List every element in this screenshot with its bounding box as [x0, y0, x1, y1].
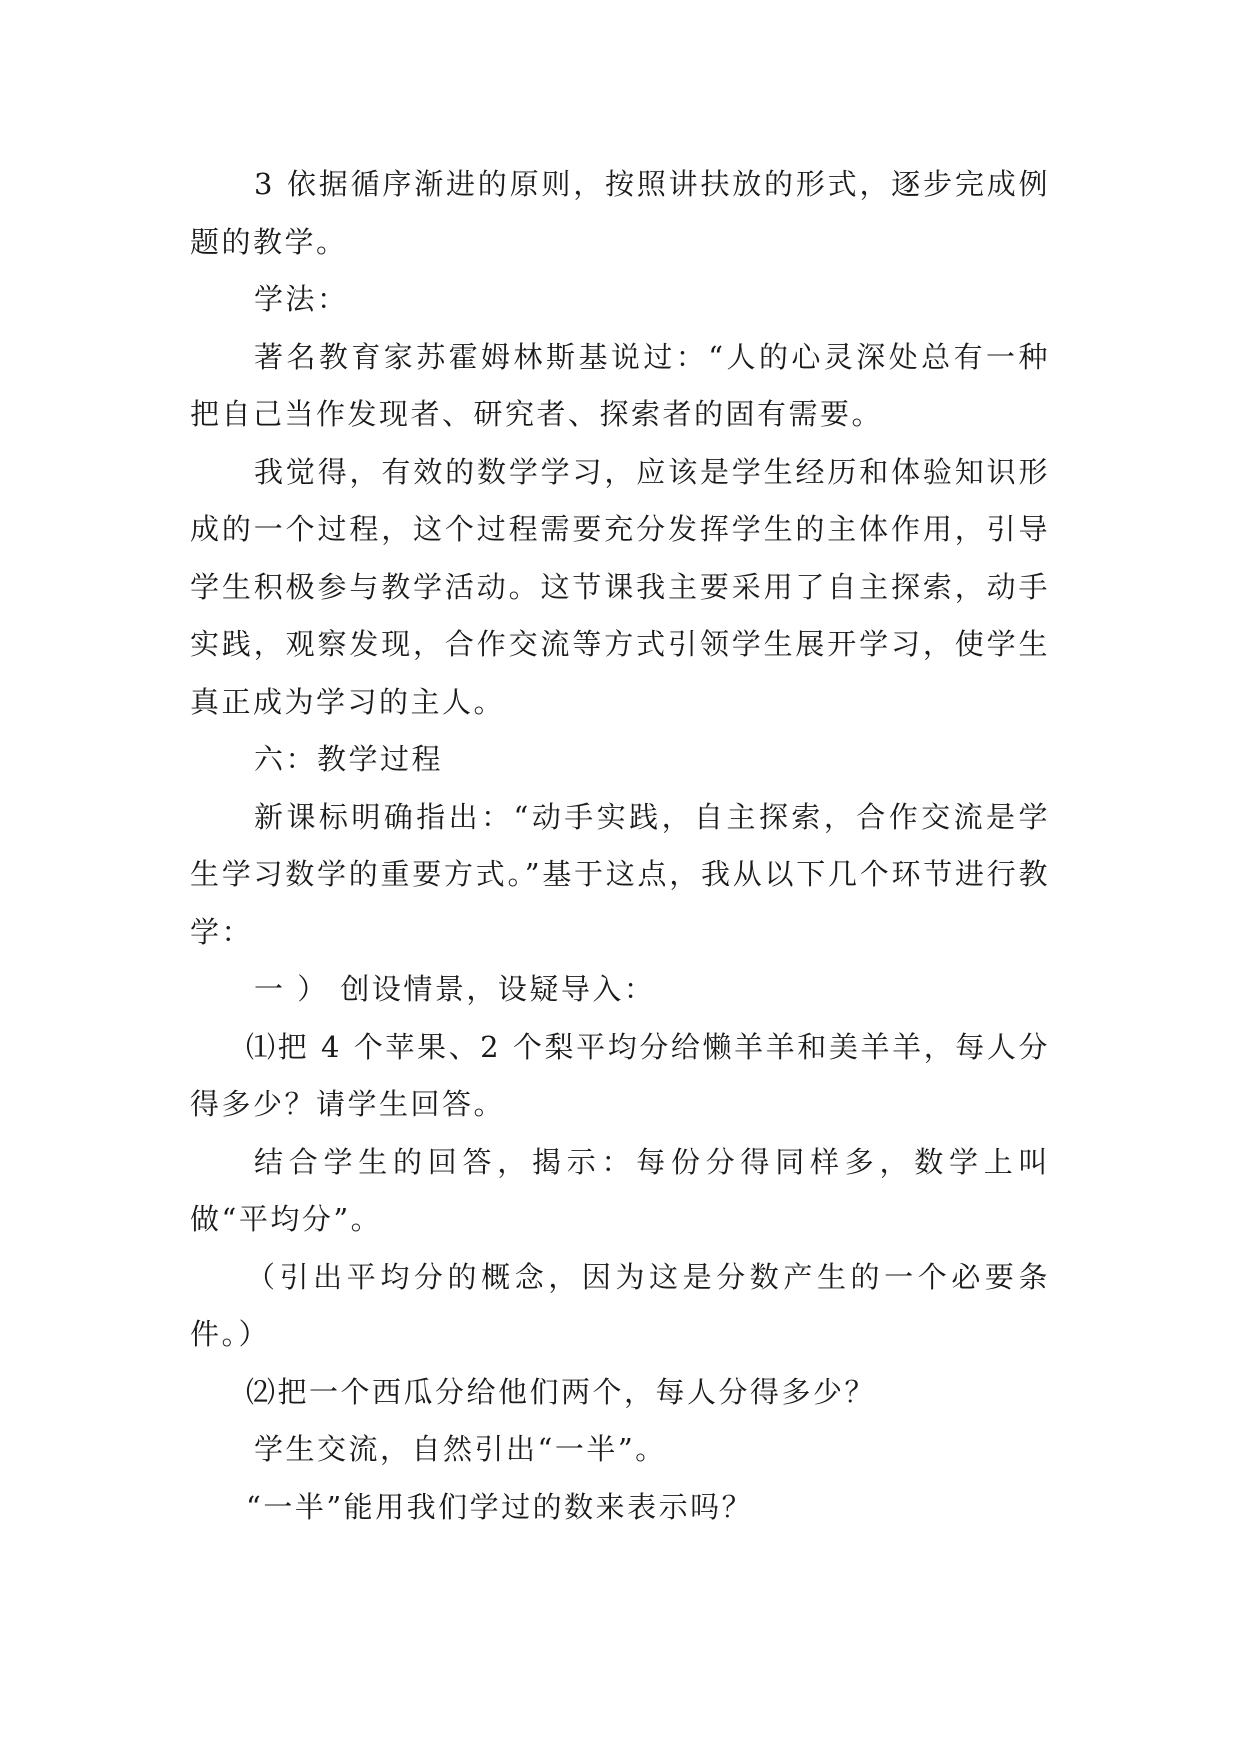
paragraph-apples-pears: ⑴把 4 个苹果、2 个梨平均分给懒羊羊和美羊羊，每人分得多少？请学生回答。: [190, 1029, 1050, 1121]
paragraph-half: 学生交流，自然引出“一半”。: [254, 1432, 667, 1466]
paragraph-study-method-heading: 学法：: [254, 282, 349, 316]
paragraph-curriculum-standard: 新课标明确指出：“动手实践，自主探索，合作交流是学生学习数学的重要方式。”基于这点，我从以下几个环节进行教学：: [190, 799, 1050, 949]
document-body: [190, 156, 1050, 1536]
paragraph-concept-note: （引出平均分的概念，因为这是分数产生的一个必要条件。）: [190, 1259, 1050, 1351]
paragraph-step-one-heading: 一 ） 创设情景，设疑导入：: [254, 972, 656, 1006]
paragraph-effective-learning: 我觉得，有效的数学学习，应该是学生经历和体验知识形成的一个过程，这个过程需要充分发挥学生的主体作用，引导学生积极参与教学活动。这节课我主要采用了自主探索，动手实践，观察发现，合作交流等方式引领学生展开学习，使学生真正成为学习的主人。: [190, 454, 1050, 719]
paragraph-average-division: 结合学生的回答，揭示：每份分得同样多，数学上叫做“平均分”。: [190, 1144, 1050, 1236]
paragraph-watermelon: ⑵把一个西瓜分给他们两个，每人分得多少？: [246, 1374, 877, 1409]
paragraph-quote-sukhomlinsky: 著名教育家苏霍姆林斯基说过：“人的心灵深处总有一种把自己当作发现者、研究者、探索者的固有需要。: [190, 339, 1050, 431]
paragraph-section-six-heading: 六：教学过程: [254, 742, 444, 776]
paragraph-half-question: “一半”能用我们学过的数来表示吗？: [246, 1489, 754, 1524]
paragraph-method-3: 3 依据循序渐进的原则，按照讲扶放的形式，逐步完成例题的教学。: [190, 167, 1050, 259]
